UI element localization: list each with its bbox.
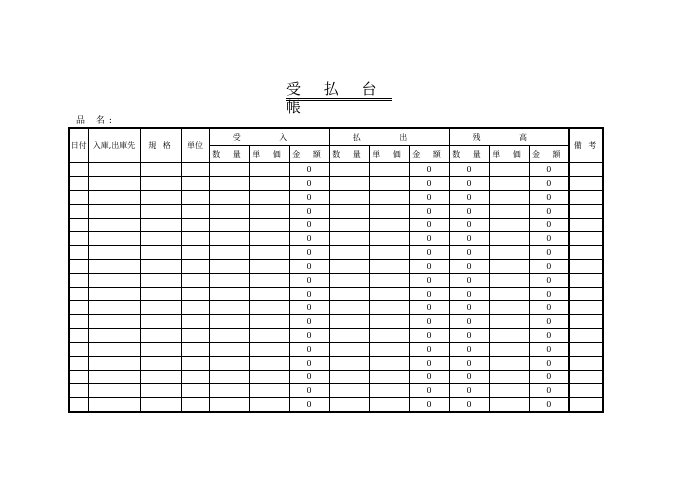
balance-amount-cell[interactable]: 0	[529, 246, 569, 260]
receipt-amount-cell[interactable]: 0	[289, 370, 329, 384]
remarks-cell[interactable]	[569, 273, 603, 287]
unit-cell[interactable]	[181, 204, 209, 218]
header-payment-amount: 金 額	[409, 146, 449, 163]
header-row-1	[69, 128, 603, 146]
header-payment: 払 出	[329, 128, 449, 146]
balance-unit-price-cell[interactable]	[489, 273, 529, 287]
spec-cell[interactable]	[140, 177, 181, 191]
payment-unit-price-cell[interactable]	[369, 356, 409, 370]
payment-unit-price-cell[interactable]	[369, 260, 409, 274]
source-cell[interactable]	[88, 260, 140, 274]
receipt-amount-cell[interactable]: 0	[289, 273, 329, 287]
table-row	[69, 246, 603, 260]
balance-amount-cell[interactable]: 0	[529, 190, 569, 204]
payment-qty-cell[interactable]	[329, 287, 369, 301]
payment-unit-price-cell[interactable]	[369, 384, 409, 398]
spec-cell[interactable]	[140, 356, 181, 370]
balance-amount-cell[interactable]: 0	[529, 232, 569, 246]
balance-amount-cell[interactable]: 0	[529, 273, 569, 287]
payment-amount-cell[interactable]: 0	[409, 301, 449, 315]
balance-unit-price-cell[interactable]	[489, 342, 529, 356]
balance-unit-price-cell[interactable]	[489, 315, 529, 329]
payment-amount-cell[interactable]: 0	[409, 342, 449, 356]
unit-cell[interactable]	[181, 273, 209, 287]
receipt-unit-price-cell[interactable]	[249, 190, 289, 204]
date-cell[interactable]	[69, 342, 88, 356]
remarks-cell[interactable]	[569, 287, 603, 301]
date-cell[interactable]	[69, 301, 88, 315]
balance-amount-cell[interactable]: 0	[529, 356, 569, 370]
payment-amount-cell[interactable]: 0	[409, 246, 449, 260]
balance-unit-price-cell[interactable]	[489, 287, 529, 301]
header-date: 日付	[69, 128, 88, 163]
source-cell[interactable]	[88, 273, 140, 287]
balance-unit-price-cell[interactable]	[489, 370, 529, 384]
receipt-amount-cell[interactable]: 0	[289, 398, 329, 412]
header-receipt-qty: 数 量	[209, 146, 249, 163]
balance-qty-cell[interactable]: 0	[449, 204, 489, 218]
date-cell[interactable]	[69, 246, 88, 260]
payment-qty-cell[interactable]	[329, 190, 369, 204]
payment-unit-price-cell[interactable]	[369, 287, 409, 301]
balance-amount-cell[interactable]: 0	[529, 384, 569, 398]
source-cell[interactable]	[88, 232, 140, 246]
source-cell[interactable]	[88, 177, 140, 191]
title-underline-2	[286, 100, 392, 101]
payment-unit-price-cell[interactable]	[369, 398, 409, 412]
date-cell[interactable]	[69, 204, 88, 218]
receipt-qty-cell[interactable]	[209, 301, 249, 315]
balance-amount-cell[interactable]: 0	[529, 260, 569, 274]
remarks-cell[interactable]	[569, 384, 603, 398]
receipt-qty-cell[interactable]	[209, 246, 249, 260]
payment-qty-cell[interactable]	[329, 356, 369, 370]
receipt-unit-price-cell[interactable]	[249, 329, 289, 343]
receipt-amount-cell[interactable]: 0	[289, 356, 329, 370]
payment-amount-cell[interactable]: 0	[409, 370, 449, 384]
payment-unit-price-cell[interactable]	[369, 177, 409, 191]
receipt-qty-cell[interactable]	[209, 398, 249, 412]
remarks-cell[interactable]	[569, 315, 603, 329]
remarks-cell[interactable]	[569, 218, 603, 232]
receipt-unit-price-cell[interactable]	[249, 204, 289, 218]
receipt-qty-cell[interactable]	[209, 287, 249, 301]
balance-amount-cell[interactable]: 0	[529, 177, 569, 191]
unit-cell[interactable]	[181, 190, 209, 204]
date-cell[interactable]	[69, 315, 88, 329]
balance-amount-cell[interactable]: 0	[529, 301, 569, 315]
payment-unit-price-cell[interactable]	[369, 190, 409, 204]
balance-qty-cell[interactable]: 0	[449, 384, 489, 398]
receipt-unit-price-cell[interactable]	[249, 398, 289, 412]
header-balance-qty: 数 量	[449, 146, 489, 163]
header-source: 入庫,出庫先	[88, 128, 140, 163]
payment-qty-cell[interactable]	[329, 218, 369, 232]
payment-qty-cell[interactable]	[329, 301, 369, 315]
receipt-amount-cell[interactable]: 0	[289, 260, 329, 274]
receipt-amount-cell[interactable]: 0	[289, 329, 329, 343]
payment-qty-cell[interactable]	[329, 384, 369, 398]
payment-unit-price-cell[interactable]	[369, 301, 409, 315]
receipt-unit-price-cell[interactable]	[249, 232, 289, 246]
unit-cell[interactable]	[181, 177, 209, 191]
balance-qty-cell[interactable]: 0	[449, 163, 489, 177]
source-cell[interactable]	[88, 190, 140, 204]
header-receipt-unit-price: 単 価	[249, 146, 289, 163]
header-remarks: 備 考	[569, 128, 603, 163]
remarks-cell[interactable]	[569, 329, 603, 343]
table-row	[69, 218, 603, 232]
receipt-amount-cell[interactable]: 0	[289, 287, 329, 301]
receipt-qty-cell[interactable]	[209, 204, 249, 218]
receipt-amount-cell[interactable]: 0	[289, 204, 329, 218]
unit-cell[interactable]	[181, 218, 209, 232]
source-cell[interactable]	[88, 301, 140, 315]
date-cell[interactable]	[69, 398, 88, 412]
payment-amount-cell[interactable]: 0	[409, 232, 449, 246]
receipt-unit-price-cell[interactable]	[249, 356, 289, 370]
date-cell[interactable]	[69, 232, 88, 246]
receipt-unit-price-cell[interactable]	[249, 177, 289, 191]
receipt-amount-cell[interactable]: 0	[289, 384, 329, 398]
source-cell[interactable]	[88, 204, 140, 218]
balance-unit-price-cell[interactable]	[489, 301, 529, 315]
receipt-qty-cell[interactable]	[209, 163, 249, 177]
header-balance: 残 高	[449, 128, 569, 146]
table-row	[69, 204, 603, 218]
spec-cell[interactable]	[140, 301, 181, 315]
remarks-cell[interactable]	[569, 301, 603, 315]
payment-amount-cell[interactable]: 0	[409, 356, 449, 370]
source-cell[interactable]	[88, 246, 140, 260]
spec-cell[interactable]	[140, 204, 181, 218]
table-row	[69, 398, 603, 412]
table-row	[69, 370, 603, 384]
source-cell[interactable]	[88, 384, 140, 398]
unit-cell[interactable]	[181, 398, 209, 412]
payment-unit-price-cell[interactable]	[369, 273, 409, 287]
remarks-cell[interactable]	[569, 356, 603, 370]
table-row	[69, 342, 603, 356]
payment-amount-cell[interactable]: 0	[409, 163, 449, 177]
unit-cell[interactable]	[181, 246, 209, 260]
balance-qty-cell[interactable]: 0	[449, 301, 489, 315]
date-cell[interactable]	[69, 163, 88, 177]
payment-unit-price-cell[interactable]	[369, 163, 409, 177]
unit-cell[interactable]	[181, 232, 209, 246]
balance-unit-price-cell[interactable]	[489, 384, 529, 398]
balance-qty-cell[interactable]: 0	[449, 370, 489, 384]
receipt-qty-cell[interactable]	[209, 273, 249, 287]
date-cell[interactable]	[69, 370, 88, 384]
unit-cell[interactable]	[181, 301, 209, 315]
balance-qty-cell[interactable]: 0	[449, 218, 489, 232]
balance-qty-cell[interactable]: 0	[449, 287, 489, 301]
receipt-qty-cell[interactable]	[209, 370, 249, 384]
header-balance-amount: 金 額	[529, 146, 569, 163]
receipt-unit-price-cell[interactable]	[249, 163, 289, 177]
receipt-qty-cell[interactable]	[209, 384, 249, 398]
unit-cell[interactable]	[181, 287, 209, 301]
spec-cell[interactable]	[140, 315, 181, 329]
balance-qty-cell[interactable]: 0	[449, 356, 489, 370]
payment-qty-cell[interactable]	[329, 315, 369, 329]
date-cell[interactable]	[69, 287, 88, 301]
receipt-unit-price-cell[interactable]	[249, 342, 289, 356]
receipt-amount-cell[interactable]: 0	[289, 190, 329, 204]
balance-amount-cell[interactable]: 0	[529, 370, 569, 384]
balance-amount-cell[interactable]: 0	[529, 398, 569, 412]
balance-amount-cell[interactable]: 0	[529, 342, 569, 356]
source-cell[interactable]	[88, 370, 140, 384]
payment-unit-price-cell[interactable]	[369, 329, 409, 343]
receipt-qty-cell[interactable]	[209, 260, 249, 274]
payment-qty-cell[interactable]	[329, 204, 369, 218]
balance-unit-price-cell[interactable]	[489, 204, 529, 218]
payment-qty-cell[interactable]	[329, 177, 369, 191]
unit-cell[interactable]	[181, 163, 209, 177]
balance-unit-price-cell[interactable]	[489, 260, 529, 274]
spec-cell[interactable]	[140, 287, 181, 301]
receipt-qty-cell[interactable]	[209, 190, 249, 204]
balance-unit-price-cell[interactable]	[489, 177, 529, 191]
receipt-unit-price-cell[interactable]	[249, 301, 289, 315]
receipt-qty-cell[interactable]	[209, 177, 249, 191]
payment-amount-cell[interactable]: 0	[409, 177, 449, 191]
receipt-unit-price-cell[interactable]	[249, 273, 289, 287]
payment-qty-cell[interactable]	[329, 398, 369, 412]
payment-qty-cell[interactable]	[329, 342, 369, 356]
balance-qty-cell[interactable]: 0	[449, 190, 489, 204]
remarks-cell[interactable]	[569, 260, 603, 274]
date-cell[interactable]	[69, 218, 88, 232]
receipt-unit-price-cell[interactable]	[249, 287, 289, 301]
remarks-cell[interactable]	[569, 204, 603, 218]
balance-amount-cell[interactable]: 0	[529, 315, 569, 329]
payment-unit-price-cell[interactable]	[369, 204, 409, 218]
ledger-table	[68, 127, 604, 413]
header-payment-qty: 数 量	[329, 146, 369, 163]
date-cell[interactable]	[69, 273, 88, 287]
page-title	[286, 80, 392, 116]
date-cell[interactable]	[69, 177, 88, 191]
spec-cell[interactable]	[140, 398, 181, 412]
source-cell[interactable]	[88, 329, 140, 343]
unit-cell[interactable]	[181, 260, 209, 274]
header-spec: 規 格	[140, 128, 181, 163]
receipt-amount-cell[interactable]: 0	[289, 163, 329, 177]
spec-cell[interactable]	[140, 329, 181, 343]
spec-cell[interactable]	[140, 190, 181, 204]
payment-qty-cell[interactable]	[329, 246, 369, 260]
header-receipt: 受 入	[209, 128, 329, 146]
table-row	[69, 260, 603, 274]
source-cell[interactable]	[88, 356, 140, 370]
balance-qty-cell[interactable]: 0	[449, 232, 489, 246]
payment-unit-price-cell[interactable]	[369, 342, 409, 356]
payment-amount-cell[interactable]: 0	[409, 218, 449, 232]
payment-amount-cell[interactable]: 0	[409, 204, 449, 218]
payment-amount-cell[interactable]: 0	[409, 273, 449, 287]
balance-qty-cell[interactable]: 0	[449, 329, 489, 343]
receipt-qty-cell[interactable]	[209, 218, 249, 232]
balance-unit-price-cell[interactable]	[489, 232, 529, 246]
balance-unit-price-cell[interactable]	[489, 329, 529, 343]
remarks-cell[interactable]	[569, 232, 603, 246]
unit-cell[interactable]	[181, 315, 209, 329]
balance-qty-cell[interactable]: 0	[449, 342, 489, 356]
receipt-amount-cell[interactable]: 0	[289, 342, 329, 356]
date-cell[interactable]	[69, 384, 88, 398]
balance-amount-cell[interactable]: 0	[529, 329, 569, 343]
receipt-amount-cell[interactable]: 0	[289, 301, 329, 315]
title-underline	[286, 98, 392, 99]
source-cell[interactable]	[88, 342, 140, 356]
payment-amount-cell[interactable]: 0	[409, 260, 449, 274]
payment-qty-cell[interactable]	[329, 329, 369, 343]
remarks-cell[interactable]	[569, 163, 603, 177]
payment-amount-cell[interactable]: 0	[409, 287, 449, 301]
header-receipt-amount: 金 額	[289, 146, 329, 163]
item-name-label: 品 名:	[76, 116, 116, 126]
payment-amount-cell[interactable]: 0	[409, 398, 449, 412]
payment-qty-cell[interactable]	[329, 260, 369, 274]
table-row	[69, 384, 603, 398]
date-cell[interactable]	[69, 329, 88, 343]
balance-qty-cell[interactable]: 0	[449, 398, 489, 412]
payment-qty-cell[interactable]	[329, 232, 369, 246]
spec-cell[interactable]	[140, 370, 181, 384]
table-row	[69, 177, 603, 191]
payment-amount-cell[interactable]: 0	[409, 329, 449, 343]
receipt-amount-cell[interactable]: 0	[289, 315, 329, 329]
header-payment-unit-price: 単 価	[369, 146, 409, 163]
date-cell[interactable]	[69, 190, 88, 204]
balance-unit-price-cell[interactable]	[489, 356, 529, 370]
receipt-unit-price-cell[interactable]	[249, 218, 289, 232]
payment-amount-cell[interactable]: 0	[409, 190, 449, 204]
receipt-amount-cell[interactable]: 0	[289, 218, 329, 232]
balance-amount-cell[interactable]: 0	[529, 163, 569, 177]
header-balance-unit-price: 単 価	[489, 146, 529, 163]
source-cell[interactable]	[88, 218, 140, 232]
spec-cell[interactable]	[140, 273, 181, 287]
remarks-cell[interactable]	[569, 246, 603, 260]
receipt-unit-price-cell[interactable]	[249, 260, 289, 274]
unit-cell[interactable]	[181, 342, 209, 356]
source-cell[interactable]	[88, 163, 140, 177]
balance-amount-cell[interactable]: 0	[529, 204, 569, 218]
receipt-amount-cell[interactable]: 0	[289, 246, 329, 260]
spec-cell[interactable]	[140, 232, 181, 246]
receipt-unit-price-cell[interactable]	[249, 246, 289, 260]
spec-cell[interactable]	[140, 218, 181, 232]
header-unit: 単位	[181, 128, 209, 163]
remarks-cell[interactable]	[569, 398, 603, 412]
unit-cell[interactable]	[181, 370, 209, 384]
payment-unit-price-cell[interactable]	[369, 232, 409, 246]
balance-amount-cell[interactable]: 0	[529, 287, 569, 301]
table-row	[69, 273, 603, 287]
unit-cell[interactable]	[181, 329, 209, 343]
page-title-text: 受 払 台 帳	[286, 80, 386, 116]
date-cell[interactable]	[69, 260, 88, 274]
spec-cell[interactable]	[140, 163, 181, 177]
balance-qty-cell[interactable]: 0	[449, 273, 489, 287]
spec-cell[interactable]	[140, 246, 181, 260]
receipt-qty-cell[interactable]	[209, 356, 249, 370]
receipt-amount-cell[interactable]: 0	[289, 232, 329, 246]
spec-cell[interactable]	[140, 384, 181, 398]
spec-cell[interactable]	[140, 342, 181, 356]
unit-cell[interactable]	[181, 356, 209, 370]
balance-qty-cell[interactable]: 0	[449, 246, 489, 260]
table-row	[69, 301, 603, 315]
payment-unit-price-cell[interactable]	[369, 246, 409, 260]
receipt-qty-cell[interactable]	[209, 329, 249, 343]
payment-unit-price-cell[interactable]	[369, 218, 409, 232]
balance-qty-cell[interactable]: 0	[449, 315, 489, 329]
balance-amount-cell[interactable]: 0	[529, 218, 569, 232]
remarks-cell[interactable]	[569, 370, 603, 384]
table-row	[69, 329, 603, 343]
remarks-cell[interactable]	[569, 190, 603, 204]
table-row	[69, 287, 603, 301]
receipt-qty-cell[interactable]	[209, 315, 249, 329]
balance-qty-cell[interactable]: 0	[449, 177, 489, 191]
table-row	[69, 232, 603, 246]
remarks-cell[interactable]	[569, 177, 603, 191]
payment-qty-cell[interactable]	[329, 370, 369, 384]
payment-unit-price-cell[interactable]	[369, 370, 409, 384]
spec-cell[interactable]	[140, 260, 181, 274]
table-row	[69, 190, 603, 204]
table-row	[69, 163, 603, 177]
payment-unit-price-cell[interactable]	[369, 315, 409, 329]
balance-unit-price-cell[interactable]	[489, 190, 529, 204]
receipt-unit-price-cell[interactable]	[249, 315, 289, 329]
table-row	[69, 315, 603, 329]
date-cell[interactable]	[69, 356, 88, 370]
receipt-unit-price-cell[interactable]	[249, 370, 289, 384]
balance-unit-price-cell[interactable]	[489, 218, 529, 232]
receipt-qty-cell[interactable]	[209, 232, 249, 246]
source-cell[interactable]	[88, 398, 140, 412]
balance-unit-price-cell[interactable]	[489, 246, 529, 260]
balance-unit-price-cell[interactable]	[489, 398, 529, 412]
payment-amount-cell[interactable]: 0	[409, 315, 449, 329]
source-cell[interactable]	[88, 315, 140, 329]
receipt-unit-price-cell[interactable]	[249, 384, 289, 398]
receipt-amount-cell[interactable]: 0	[289, 177, 329, 191]
balance-qty-cell[interactable]: 0	[449, 260, 489, 274]
payment-qty-cell[interactable]	[329, 163, 369, 177]
balance-unit-price-cell[interactable]	[489, 163, 529, 177]
source-cell[interactable]	[88, 287, 140, 301]
receipt-qty-cell[interactable]	[209, 342, 249, 356]
table-row	[69, 356, 603, 370]
remarks-cell[interactable]	[569, 342, 603, 356]
payment-amount-cell[interactable]: 0	[409, 384, 449, 398]
unit-cell[interactable]	[181, 384, 209, 398]
payment-qty-cell[interactable]	[329, 273, 369, 287]
